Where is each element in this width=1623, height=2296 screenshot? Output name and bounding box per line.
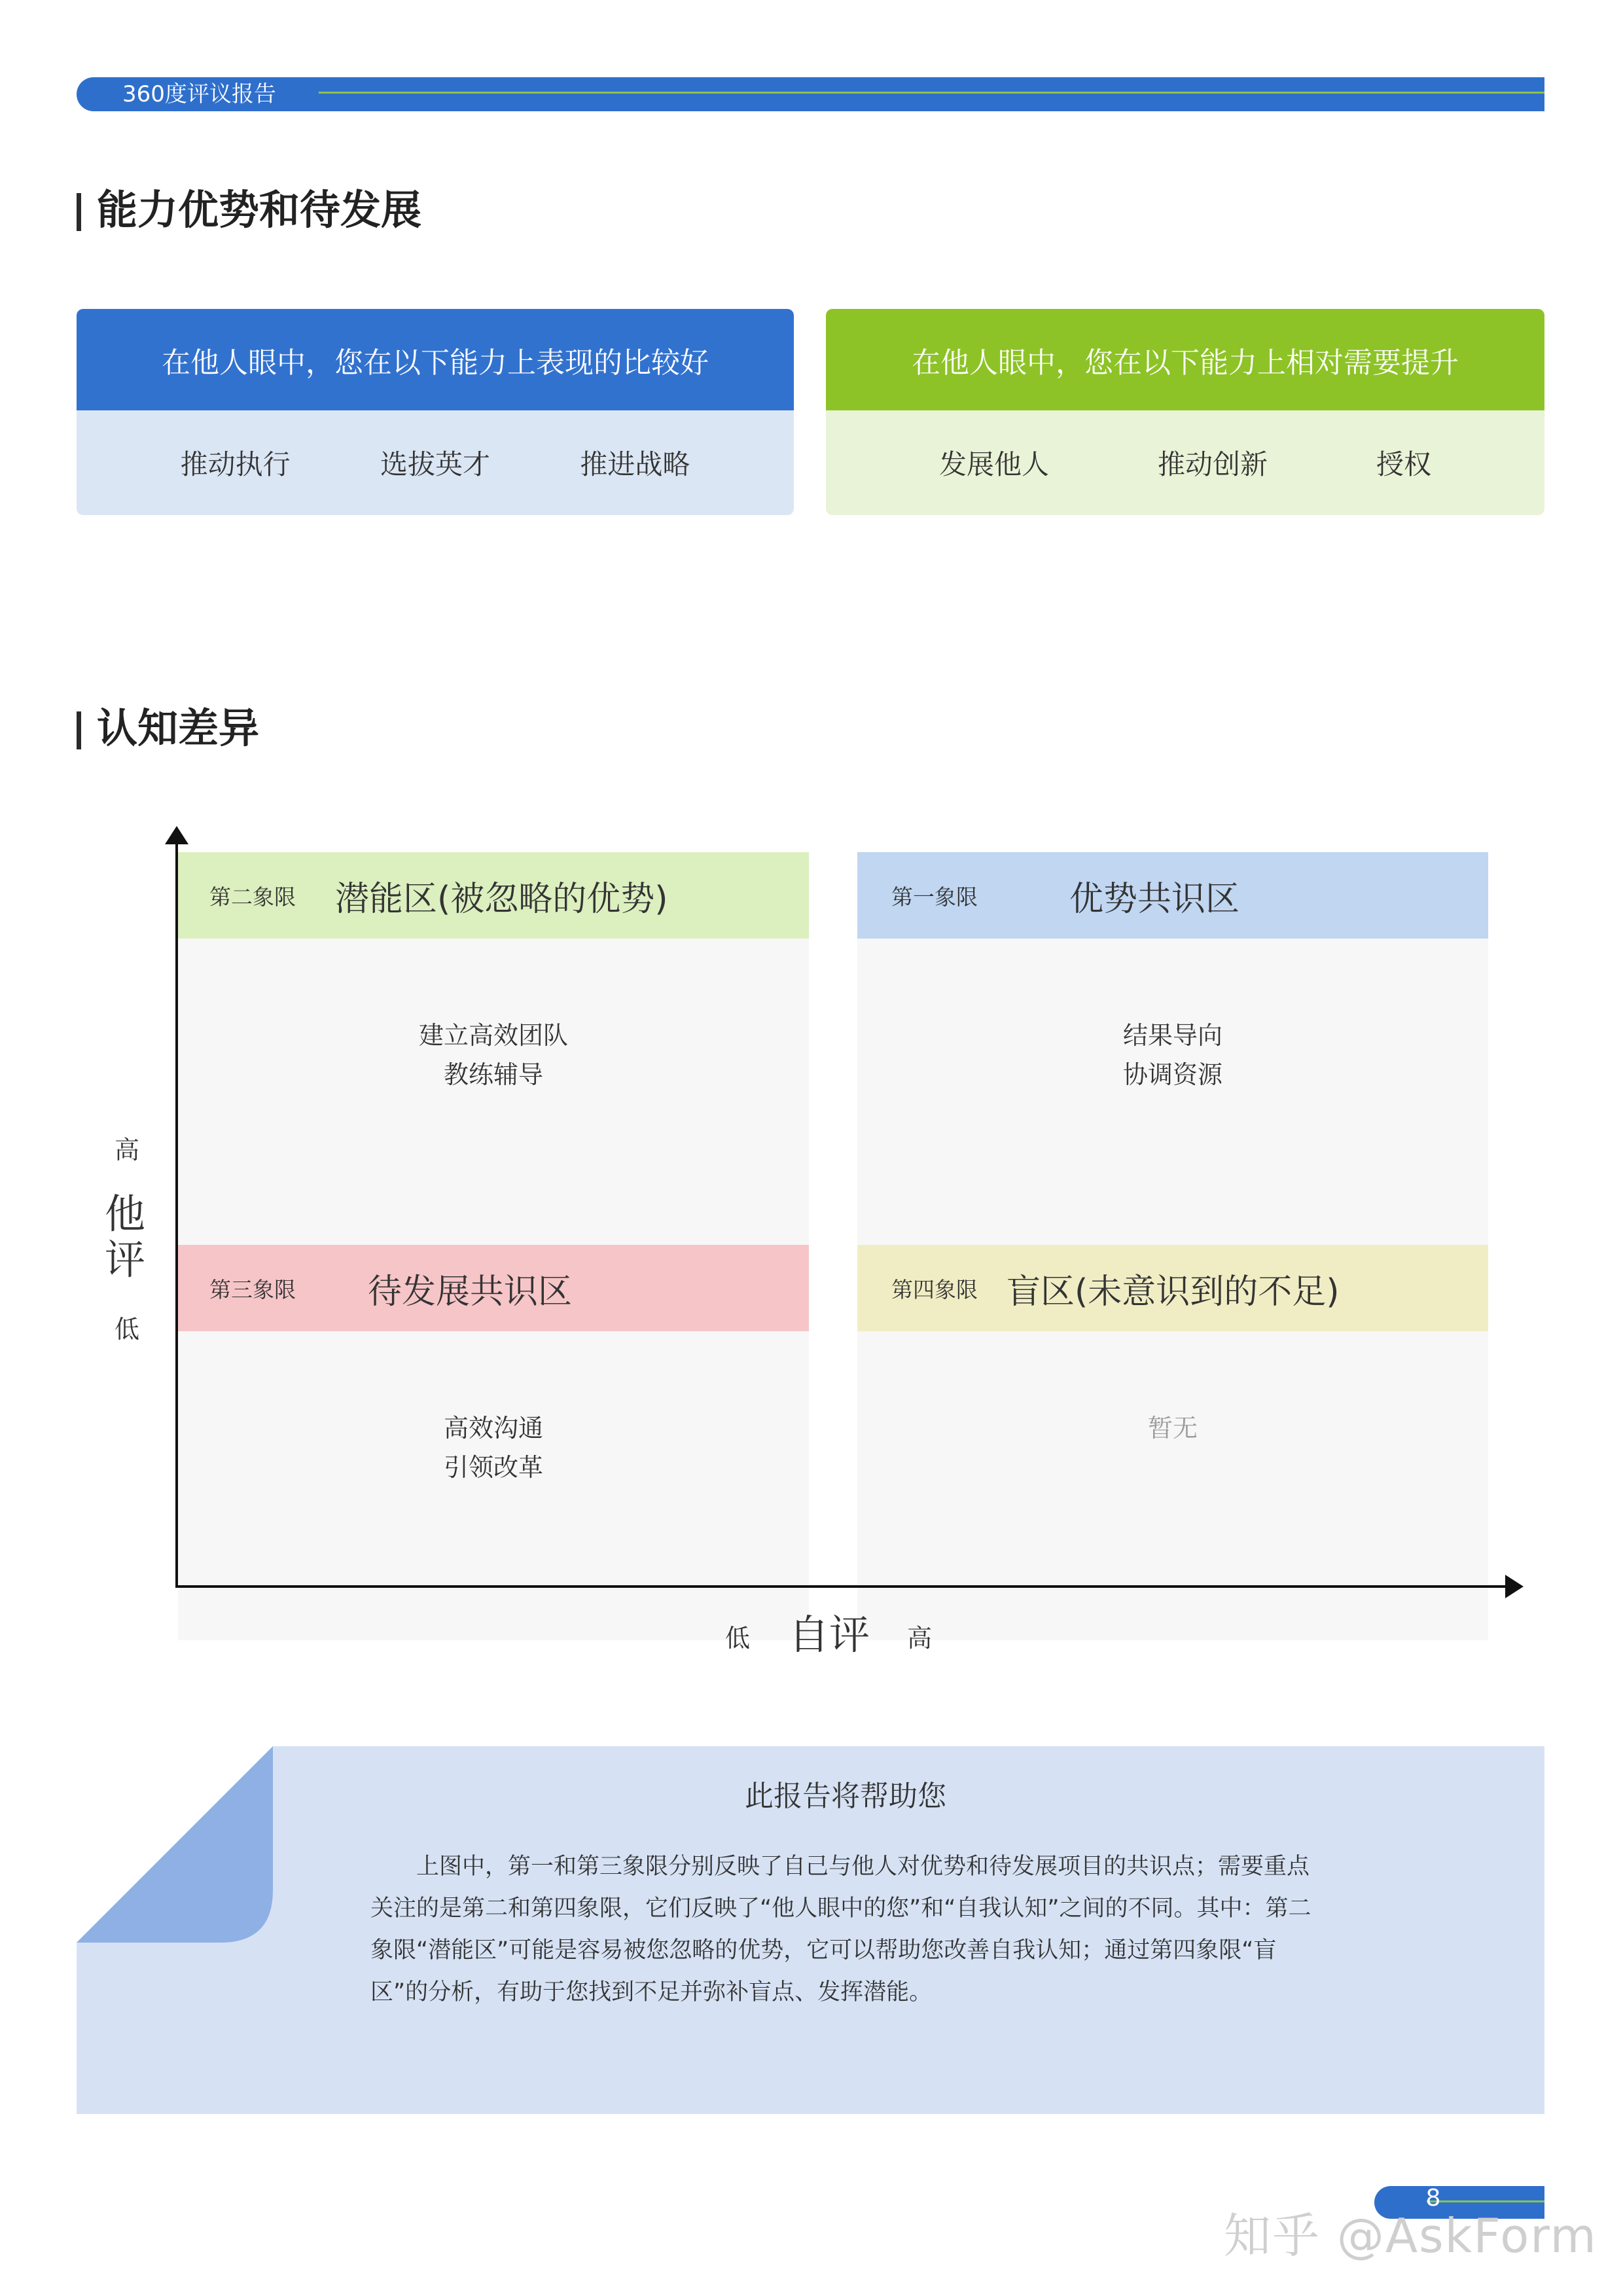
y-axis-low-label: 低 (115, 1315, 140, 1344)
quadrant-1-name: 优势共识区 (1069, 879, 1240, 919)
quadrant-4-name: 盲区(未意识到的不足) (1007, 1272, 1340, 1312)
quadrant-4-header (857, 1245, 1488, 1331)
quadrant-item: 结果导向 (1122, 1021, 1222, 1050)
header-accent-line (319, 92, 1544, 94)
quadrant-2-name: 潜能区(被忽略的优势) (335, 879, 668, 919)
improvement-item: 授权 (1376, 448, 1431, 480)
strengths-card (77, 309, 794, 515)
y-axis-title: 他评 (105, 1190, 146, 1283)
x-axis-title: 自评 (789, 1611, 870, 1659)
x-axis-high-label: 高 (907, 1624, 933, 1653)
x-axis-low-label: 低 (725, 1624, 751, 1653)
quadrant-1-header (857, 852, 1488, 939)
watermark: 知乎 @AskForm (1224, 2208, 1597, 2263)
quadrant-item: 教练辅导 (443, 1060, 543, 1089)
quadrant-item: 引领改革 (443, 1453, 543, 1482)
strength-item: 推进战略 (580, 448, 690, 480)
section-title-strengths: 能力优势和待发展 (97, 186, 422, 234)
quadrant-4-items (857, 1408, 1488, 1448)
strengths-card-items (77, 410, 794, 515)
improvement-item: 推动创新 (1157, 448, 1268, 480)
header-band (77, 77, 1544, 111)
quadrant-4-index: 第四象限 (891, 1276, 978, 1302)
quadrant-item: 建立高效团队 (418, 1021, 568, 1050)
strength-item: 选拔英才 (380, 448, 490, 480)
help-title: 此报告将帮助您 (745, 1780, 946, 1813)
quadrant-2-index: 第二象限 (209, 884, 296, 910)
improvement-card (826, 309, 1544, 515)
report-title: 360度评议报告 (122, 81, 276, 107)
quadrant-3-header (178, 1245, 809, 1331)
strength-item: 推动执行 (180, 448, 291, 480)
y-axis-arrow-icon (165, 826, 188, 844)
quadrant-3 (178, 1245, 809, 1640)
quadrant-1 (857, 852, 1488, 1247)
section-title-cognition: 认知差异 (97, 704, 260, 752)
quadrant-item: 暂无 (1147, 1414, 1198, 1443)
quadrant-2 (178, 852, 809, 1247)
quadrant-3-items (178, 1408, 809, 1487)
quadrant-4 (857, 1245, 1488, 1640)
improvement-card-items (826, 410, 1544, 515)
y-axis-line (175, 839, 178, 1588)
quadrant-2-header (178, 852, 809, 939)
improvement-card-heading: 在他人眼中，您在以下能力上相对需要提升 (826, 309, 1544, 410)
quadrant-3-name: 待发展共识区 (368, 1272, 573, 1312)
page-number: 8 (1425, 2185, 1441, 2212)
quadrant-item: 高效沟通 (443, 1414, 543, 1443)
quadrant-item: 协调资源 (1122, 1060, 1222, 1089)
x-axis-line (175, 1585, 1510, 1588)
x-axis-arrow-icon (1505, 1575, 1524, 1598)
help-body: 上图中，第一和第三象限分别反映了自己与他人对优势和待发展项目的共识点；需要重点关注的是第二和第四象限，它们反映了“他人眼中的您”和“自我认知”之间的不同。其中：第二象限“潜能区”可能是容易被您忽略的优势，它可以帮助您改善自我认知；通过第四象限“盲区”的分析，有助于您找到不足并弥补盲点、发挥潜能。 (370, 1854, 1311, 2005)
strengths-card-heading: 在他人眼中，您在以下能力上表现的比较好 (77, 309, 794, 410)
section-marker (77, 193, 81, 231)
quadrant-1-items (857, 1016, 1488, 1094)
quadrant-2-items (178, 1016, 809, 1094)
section-marker (77, 711, 81, 749)
improvement-item: 发展他人 (938, 448, 1049, 480)
y-axis-high-label: 高 (115, 1136, 140, 1164)
quadrant-1-index: 第一象限 (891, 884, 978, 910)
quadrant-3-index: 第三象限 (209, 1276, 296, 1302)
